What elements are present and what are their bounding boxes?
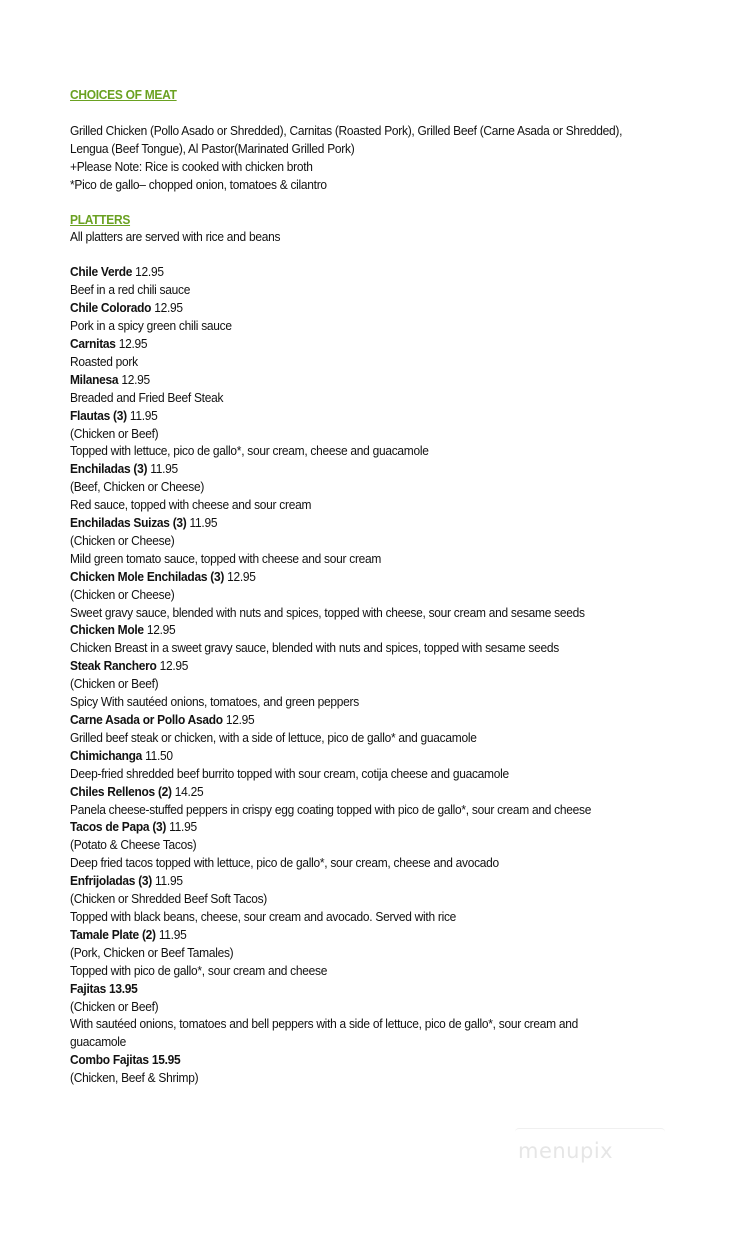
menu-item-price: 12.95	[143, 622, 176, 638]
menu-item-name: Tamale Plate (2)	[70, 926, 156, 942]
menu-item	[70, 783, 659, 819]
menu-item-price: 12.95	[118, 371, 150, 387]
meat-choices-line: Grilled Chicken (Pollo Asado or Shredded), Carnitas (Roasted Pork), Grilled Beef (Carne Asada or Shredded),	[70, 122, 623, 138]
menu-item-price: 12.95	[115, 335, 148, 351]
menu-item-description: Grilled beef steak or chicken, with a side of lettuce, pico de gallo* and guacamole	[70, 729, 477, 745]
menu-item-price: 12.95	[222, 712, 255, 727]
menu-item-name: Combo Fajitas 15.95	[70, 1052, 181, 1068]
menu-item-header	[70, 460, 659, 478]
menu-item-name: Chimichanga	[70, 747, 143, 763]
menu-item-description: Spicy With sautéed onions, tomatoes, and green peppers	[70, 694, 359, 710]
menu-item-description: Deep fried tacos topped with lettuce, pico de gallo*, sour cream, cheese and avocado	[70, 855, 499, 871]
menu-item	[70, 568, 659, 622]
menu-item-header	[70, 371, 659, 389]
menu-item-header	[70, 818, 659, 836]
menu-item-description: Sweet gravy sauce, blended with nuts and spices, topped with cheese, sour cream and sesame seeds	[70, 604, 585, 620]
platters-heading: PLATTERS	[70, 211, 131, 227]
menu-item	[70, 263, 659, 299]
menu-item-price: 11.95	[186, 515, 218, 531]
menu-item-description: (Chicken or Cheese)	[70, 586, 175, 602]
menu-item-header	[70, 747, 659, 765]
menu-item	[70, 1051, 659, 1087]
menu-item-description: guacamole	[70, 1034, 127, 1050]
rice-note: +Please Note: Rice is cooked with chicken broth	[70, 158, 313, 174]
menu-item-price: 12.95	[224, 568, 256, 584]
menu-item	[70, 514, 659, 568]
menu-item	[70, 299, 659, 335]
menu-item-name: Chicken Mole	[70, 622, 144, 638]
watermark-text: menupix	[518, 1139, 614, 1163]
menu-item-description: (Chicken or Beef)	[70, 998, 159, 1014]
menu-item-header	[70, 1051, 659, 1069]
menu-item	[70, 621, 659, 657]
menu-item-name: Carnitas	[70, 335, 116, 351]
menu-item-price: 14.25	[171, 783, 204, 799]
menu-item-name: Enchiladas Suizas (3)	[70, 515, 187, 531]
menu-item-header	[70, 621, 659, 639]
menu-item-name: Carne Asada or Pollo Asado	[70, 712, 223, 727]
menu-item-name: Chile Colorado	[70, 300, 152, 316]
menu-item-header	[70, 335, 659, 353]
menu-item-price: 12.95	[151, 300, 183, 316]
menu-item-name: Tacos de Papa (3)	[70, 819, 167, 835]
menu-item	[70, 657, 659, 711]
menu-item-header	[70, 299, 659, 317]
menu-item-name: Fajitas 13.95	[70, 980, 138, 996]
menu-item-price: 11.95	[151, 873, 183, 889]
menu-item-header	[70, 568, 659, 586]
menu-item-header	[70, 926, 659, 944]
meat-choices-line: Lengua (Beef Tongue), Al Pastor(Marinated Grilled Pork)	[70, 140, 355, 156]
choices-of-meat-heading: CHOICES OF MEAT	[70, 87, 177, 102]
menu-item	[70, 980, 659, 1052]
menu-item-name: Steak Ranchero	[70, 658, 157, 674]
menu-item-header	[70, 407, 659, 425]
menu-item-header	[70, 514, 659, 532]
menu-item-price: 11.95	[147, 461, 178, 477]
menu-item-description: Deep-fried shredded beef burrito topped with sour cream, cotija cheese and guacamole	[70, 765, 509, 781]
menu-item-name: Enchiladas (3)	[70, 461, 148, 477]
menu-item-description: (Chicken or Beef)	[70, 425, 159, 441]
menu-item-description: (Chicken or Shredded Beef Soft Tacos)	[70, 891, 267, 907]
menu-item-header	[70, 263, 659, 281]
menu-item-price: 11.50	[142, 747, 173, 763]
menu-item	[70, 335, 659, 371]
menu-item	[70, 926, 659, 980]
menu-item-name: Flautas (3)	[70, 407, 127, 423]
menu-item	[70, 460, 659, 514]
menu-item-header	[70, 980, 659, 998]
menu-item-name: Enfrijoladas (3)	[70, 873, 152, 889]
menu-item-description: Pork in a spicy green chili sauce	[70, 318, 232, 334]
menu-item-price: 11.95	[126, 407, 158, 423]
menu-item	[70, 407, 659, 461]
menu-item-description: (Chicken or Beef)	[70, 676, 159, 692]
menu-item-header	[70, 657, 659, 675]
menu-item-description: Topped with lettuce, pico de gallo*, sour cream, cheese and guacamole	[70, 443, 429, 459]
menu-item-description: (Potato & Cheese Tacos)	[70, 837, 197, 853]
menu-item-name: Chile Verde	[70, 264, 133, 280]
menu-item	[70, 711, 659, 747]
menu-item-description: (Pork, Chicken or Beef Tamales)	[70, 944, 234, 960]
menu-item	[70, 818, 659, 872]
menu-item-price: 12.95	[156, 658, 189, 674]
menu-item-name: Milanesa	[70, 371, 119, 387]
menu-item-description: (Chicken or Cheese)	[70, 532, 175, 548]
menu-item-name: Chiles Rellenos (2)	[70, 783, 172, 799]
pico-de-gallo-note: *Pico de gallo– chopped onion, tomatoes & cilantro	[70, 176, 327, 192]
menu-item-description: (Chicken, Beef & Shrimp)	[70, 1070, 199, 1086]
menupix-watermark	[515, 1128, 665, 1169]
menu-item-description: Panela cheese-stuffed peppers in crispy egg coating topped with pico de gallo*, sour cream and cheese	[70, 801, 592, 817]
menu-item-description: (Beef, Chicken or Cheese)	[70, 479, 205, 495]
menu-item-description: Mild green tomato sauce, topped with cheese and sour cream	[70, 550, 382, 566]
menu-item-price: 11.95	[166, 819, 197, 835]
menu-item-header	[70, 783, 659, 801]
menu-item-price: 11.95	[155, 926, 187, 942]
menu-item-price: 12.95	[132, 264, 164, 280]
menu-item-description: Chicken Breast in a sweet gravy sauce, blended with nuts and spices, topped with sesame seeds	[70, 640, 559, 656]
menu-item-description: Breaded and Fried Beef Steak	[70, 389, 224, 405]
menu-item-description: Beef in a red chili sauce	[70, 282, 191, 298]
menu-item-header	[70, 872, 659, 890]
menu-item	[70, 872, 659, 926]
menu-item-description: With sautéed onions, tomatoes and bell peppers with a side of lettuce, pico de gallo*, sour cream and	[70, 1016, 578, 1032]
menu-item-name: Chicken Mole Enchiladas (3)	[70, 568, 225, 584]
menu-item	[70, 747, 659, 783]
menu-item-description: Red sauce, topped with cheese and sour cream	[70, 497, 312, 513]
menu-item-description: Topped with black beans, cheese, sour cream and avocado. Served with rice	[70, 908, 457, 924]
menu-item-description: Topped with pico de gallo*, sour cream and cheese	[70, 962, 328, 978]
menu-item-description: Roasted pork	[70, 353, 138, 369]
menu-item-header	[70, 711, 659, 729]
platters-subtitle: All platters are served with rice and beans	[70, 229, 281, 245]
menu-item	[70, 371, 659, 407]
platters-list	[70, 263, 659, 1087]
menu-page	[70, 86, 659, 1087]
